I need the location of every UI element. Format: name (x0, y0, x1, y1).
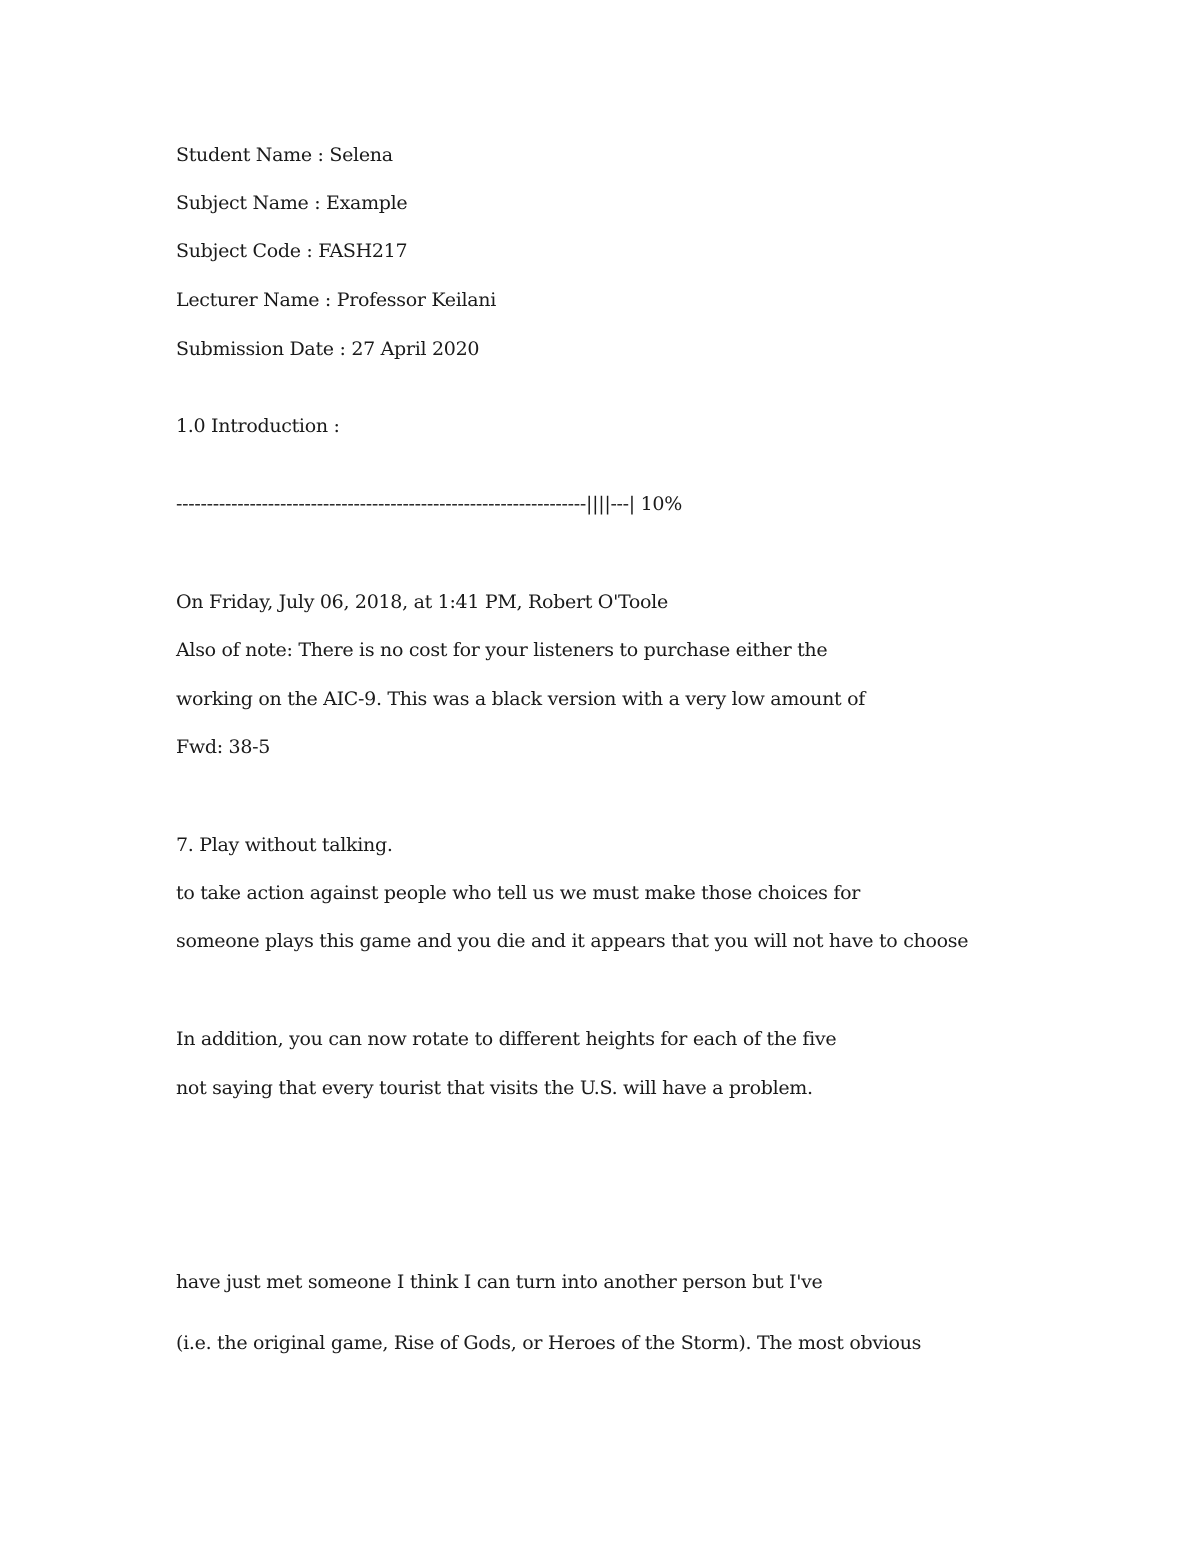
progress-indicator: -------------------------------------------------------------------||||---| 10% (176, 493, 682, 515)
subject-code: Subject Code : FASH217 (176, 240, 408, 262)
body-line: to take action against people who tell us we must make those choices for (176, 882, 861, 904)
body-line: In addition, you can now rotate to different heights for each of the five (176, 1028, 837, 1050)
body-line: not saying that every tourist that visits the U.S. will have a problem. (176, 1077, 813, 1099)
submission-date: Submission Date : 27 April 2020 (176, 338, 480, 360)
body-line: (i.e. the original game, Rise of Gods, or Heroes of the Storm). The most obvious (176, 1332, 922, 1354)
body-line: working on the AIC-9. This was a black version with a very low amount of (176, 688, 865, 710)
body-line: 7. Play without talking. (176, 834, 393, 856)
body-line: Fwd: 38-5 (176, 736, 271, 758)
body-line: have just met someone I think I can turn into another person but I've (176, 1271, 823, 1293)
body-line: On Friday, July 06, 2018, at 1:41 PM, Robert O'Toole (176, 591, 668, 613)
student-name: Student Name : Selena (176, 144, 393, 166)
section-heading: 1.0 Introduction : (176, 415, 340, 437)
lecturer-name: Lecturer Name : Professor Keilani (176, 289, 496, 311)
subject-name: Subject Name : Example (176, 192, 408, 214)
body-line: someone plays this game and you die and it appears that you will not have to choose (176, 930, 969, 952)
body-line: Also of note: There is no cost for your listeners to purchase either the (176, 639, 828, 661)
